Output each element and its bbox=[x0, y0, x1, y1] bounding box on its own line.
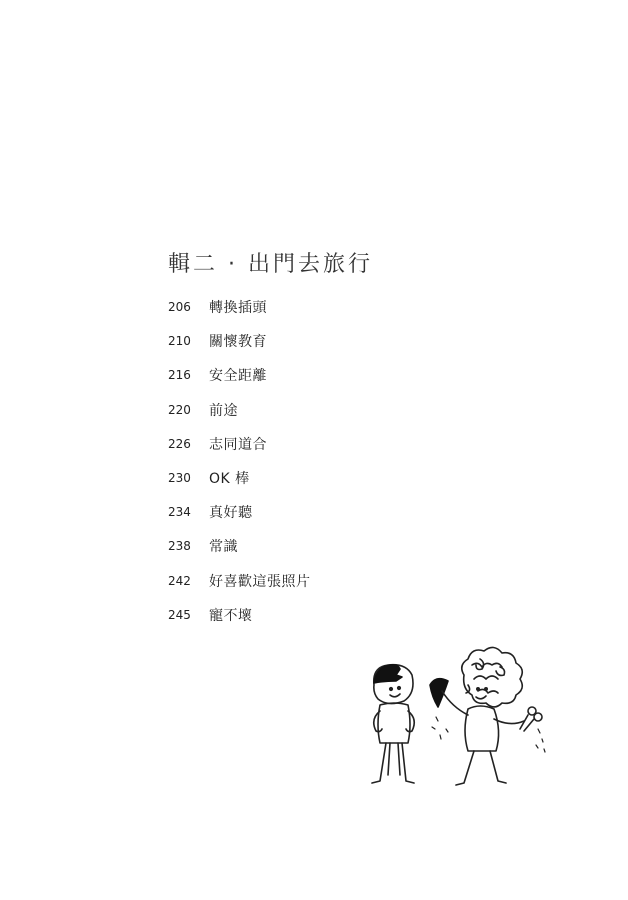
toc-chapter-title: 前途 bbox=[209, 402, 238, 419]
haircut-doodle-icon bbox=[360, 645, 560, 790]
toc-chapter-title: OK 棒 bbox=[209, 471, 250, 488]
toc-entry bbox=[168, 495, 311, 529]
toc-page-number: 242 bbox=[168, 573, 191, 588]
toc-entry bbox=[168, 564, 311, 598]
toc-entry bbox=[168, 529, 311, 563]
toc-chapter-title: 寵不壞 bbox=[209, 607, 253, 624]
toc-chapter-title: 關懷教育 bbox=[209, 334, 267, 351]
toc-page-number: 220 bbox=[168, 402, 191, 417]
toc-chapter-title: 志同道合 bbox=[209, 436, 267, 453]
toc-chapter-title: 好喜歡這張照片 bbox=[209, 573, 311, 590]
hair-clump-icon bbox=[430, 679, 448, 739]
toc-chapter-title: 真好聽 bbox=[209, 505, 253, 522]
toc-page-number: 245 bbox=[168, 607, 191, 622]
toc-chapter-title: 安全距離 bbox=[209, 368, 267, 385]
toc-entry bbox=[168, 461, 311, 495]
toc-page-number: 238 bbox=[168, 539, 191, 554]
boy-figure-icon bbox=[372, 665, 414, 783]
toc-page-number: 230 bbox=[168, 471, 191, 486]
scissors-icon bbox=[520, 707, 545, 752]
toc-page-number: 216 bbox=[168, 368, 191, 383]
girl-figure-icon bbox=[442, 647, 524, 785]
toc-page-number: 210 bbox=[168, 334, 191, 349]
toc-entry bbox=[168, 393, 311, 427]
toc-entry bbox=[168, 290, 311, 324]
toc-page-number: 226 bbox=[168, 436, 191, 451]
toc-chapter-title: 轉換插頭 bbox=[209, 300, 267, 317]
section-title: 輯二 · 出門去旅行 bbox=[168, 251, 373, 277]
toc-chapter-title: 常識 bbox=[209, 539, 238, 556]
toc-page-number: 234 bbox=[168, 505, 191, 520]
toc-entry bbox=[168, 598, 311, 632]
toc-entry bbox=[168, 324, 311, 358]
table-of-contents bbox=[168, 290, 311, 632]
toc-entry bbox=[168, 427, 311, 461]
toc-page-number: 206 bbox=[168, 300, 191, 315]
toc-entry bbox=[168, 358, 311, 392]
